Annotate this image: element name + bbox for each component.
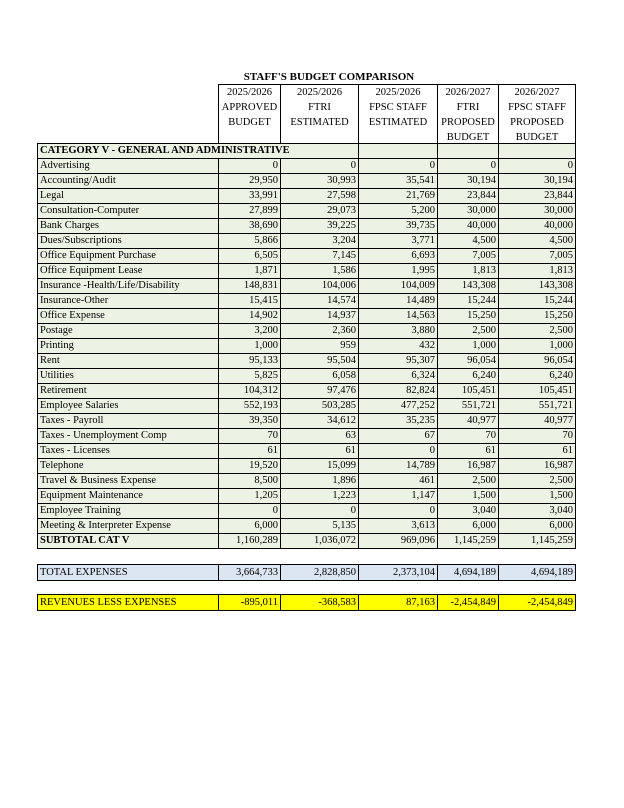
total-value: 3,664,733 xyxy=(219,565,281,581)
table-row-label: Consultation-Computer xyxy=(38,204,219,219)
table-row-value: 95,307 xyxy=(359,354,438,369)
table-row-value: 14,902 xyxy=(219,309,281,324)
table-row-label: Printing xyxy=(38,339,219,354)
table-row-value: 14,489 xyxy=(359,294,438,309)
table-row-value: 5,866 xyxy=(219,234,281,249)
subtotal-row-value: 1,145,259 xyxy=(499,534,576,549)
table-row-value: 15,244 xyxy=(499,294,576,309)
table-row-value: 551,721 xyxy=(499,399,576,414)
table-row-value: 1,586 xyxy=(281,264,359,279)
table-row-value: 95,504 xyxy=(281,354,359,369)
table-row-value: 96,054 xyxy=(499,354,576,369)
table-row-value: 6,693 xyxy=(359,249,438,264)
table-row-value: 27,899 xyxy=(219,204,281,219)
subtotal-row-value: 1,036,072 xyxy=(281,534,359,549)
table-row-value: 1,896 xyxy=(281,474,359,489)
table-row-value: 461 xyxy=(359,474,438,489)
table-row-value: 27,598 xyxy=(281,189,359,204)
table-row-label: Legal xyxy=(38,189,219,204)
table-row-value: 14,574 xyxy=(281,294,359,309)
table-row-label: Office Expense xyxy=(38,309,219,324)
table-row-value: 6,505 xyxy=(219,249,281,264)
table-row xyxy=(38,219,576,234)
table-row xyxy=(38,519,576,534)
table-row xyxy=(38,174,576,189)
header-approved-budget-2025: 2025/2026 APPROVED BUDGET xyxy=(219,85,281,146)
table-row-value: 3,200 xyxy=(219,324,281,339)
table-row-value: 35,541 xyxy=(359,174,438,189)
table-row-value: 432 xyxy=(359,339,438,354)
table-row-value: 67 xyxy=(359,429,438,444)
subtotal-row-value: 1,160,289 xyxy=(219,534,281,549)
table-row-value: 477,252 xyxy=(359,399,438,414)
table-row xyxy=(38,459,576,474)
table-row-value: 148,831 xyxy=(219,279,281,294)
revenue-value: -895,011 xyxy=(219,595,281,611)
revenues-less-expenses-label: REVENUES LESS EXPENSES xyxy=(38,595,219,611)
table-row-value: 0 xyxy=(219,504,281,519)
table-row-value: 16,987 xyxy=(499,459,576,474)
table-row-value: 6,000 xyxy=(499,519,576,534)
table-row-value: 1,871 xyxy=(219,264,281,279)
total-expenses-row xyxy=(38,565,576,581)
table-row-value: 0 xyxy=(281,504,359,519)
table-row-value: 23,844 xyxy=(499,189,576,204)
table-row-label: Travel & Business Expense xyxy=(38,474,219,489)
table-row-label: Taxes - Licenses xyxy=(38,444,219,459)
table-row xyxy=(38,279,576,294)
table-row-value: 3,204 xyxy=(281,234,359,249)
table-row-value: 6,324 xyxy=(359,369,438,384)
table-row-label: Employee Salaries xyxy=(38,399,219,414)
table-row-value: 30,194 xyxy=(438,174,499,189)
table-row xyxy=(38,504,576,519)
subtotal-row xyxy=(38,534,576,549)
header-ftri-estimated-2025: 2025/2026 FTRI ESTIMATED xyxy=(281,85,359,146)
table-row-value: 6,000 xyxy=(438,519,499,534)
table-row-value: 82,824 xyxy=(359,384,438,399)
table-row-value: 1,223 xyxy=(281,489,359,504)
total-value: 2,373,104 xyxy=(359,565,438,581)
table-row-value: 6,240 xyxy=(499,369,576,384)
table-row-value: 0 xyxy=(359,444,438,459)
table-row-value: 143,308 xyxy=(499,279,576,294)
table-row-value: 40,977 xyxy=(499,414,576,429)
table-row-value: 0 xyxy=(499,159,576,174)
table-row xyxy=(38,234,576,249)
subtotal-row-value: 969,096 xyxy=(359,534,438,549)
table-row-value: 3,040 xyxy=(438,504,499,519)
total-expenses-table xyxy=(37,564,576,581)
table-row-label: Dues/Subscriptions xyxy=(38,234,219,249)
table-row-value: 2,500 xyxy=(438,474,499,489)
table-row-value: 39,735 xyxy=(359,219,438,234)
table-row-value: 0 xyxy=(281,159,359,174)
table-row-value: 7,145 xyxy=(281,249,359,264)
table-row-value: 15,250 xyxy=(438,309,499,324)
table-row-value: 0 xyxy=(219,159,281,174)
table-row-value: 6,240 xyxy=(438,369,499,384)
table-row xyxy=(38,489,576,504)
table-row-value: 23,844 xyxy=(438,189,499,204)
table-row-value: 2,500 xyxy=(499,474,576,489)
table-row-label: Meeting & Interpreter Expense xyxy=(38,519,219,534)
table-row xyxy=(38,264,576,279)
revenue-value: -2,454,849 xyxy=(499,595,576,611)
table-row-value: 8,500 xyxy=(219,474,281,489)
table-row-value: 30,993 xyxy=(281,174,359,189)
table-row-value: 7,005 xyxy=(499,249,576,264)
table-row-value: 70 xyxy=(219,429,281,444)
table-row-value: 3,040 xyxy=(499,504,576,519)
table-row-value: 70 xyxy=(438,429,499,444)
table-row-value: 2,500 xyxy=(438,324,499,339)
table-row-value: 1,205 xyxy=(219,489,281,504)
table-row-label: Equipment Maintenance xyxy=(38,489,219,504)
table-row-value: 3,880 xyxy=(359,324,438,339)
table-row-value: 16,987 xyxy=(438,459,499,474)
header-fpsc-staff-estimated-2025: 2025/2026 FPSC STAFF ESTIMATED xyxy=(359,85,438,146)
total-value: 4,694,189 xyxy=(438,565,499,581)
table-row-value: 104,009 xyxy=(359,279,438,294)
table-row xyxy=(38,324,576,339)
revenue-value: 87,163 xyxy=(359,595,438,611)
table-row-label: Retirement xyxy=(38,384,219,399)
table-row-label: Utilities xyxy=(38,369,219,384)
table-row-value: 33,991 xyxy=(219,189,281,204)
table-row-value: 552,193 xyxy=(219,399,281,414)
table-row xyxy=(38,339,576,354)
revenue-value: -368,583 xyxy=(281,595,359,611)
table-row-value: 96,054 xyxy=(438,354,499,369)
table-row xyxy=(38,249,576,264)
subtotal-row-label: SUBTOTAL CAT V xyxy=(38,534,219,549)
table-row-value: 551,721 xyxy=(438,399,499,414)
table-row-value: 1,500 xyxy=(438,489,499,504)
table-row xyxy=(38,159,576,174)
table-row-value: 143,308 xyxy=(438,279,499,294)
table-row-value: 39,350 xyxy=(219,414,281,429)
table-row-value: 104,312 xyxy=(219,384,281,399)
table-row-value: 4,500 xyxy=(499,234,576,249)
table-row-value: 0 xyxy=(359,159,438,174)
table-row-value: 1,000 xyxy=(499,339,576,354)
table-row-value: 40,000 xyxy=(499,219,576,234)
table-row-label: Telephone xyxy=(38,459,219,474)
table-row-label: Taxes - Unemployment Comp xyxy=(38,429,219,444)
table-row xyxy=(38,354,576,369)
table-row-value: 61 xyxy=(438,444,499,459)
table-row-value: 63 xyxy=(281,429,359,444)
table-row-label: Advertising xyxy=(38,159,219,174)
table-row-value: 15,244 xyxy=(438,294,499,309)
total-expenses-label: TOTAL EXPENSES xyxy=(38,565,219,581)
table-row-value: 104,006 xyxy=(281,279,359,294)
table-row-value: 39,225 xyxy=(281,219,359,234)
table-row-label: Bank Charges xyxy=(38,219,219,234)
table-row-value: 5,825 xyxy=(219,369,281,384)
table-row-value: 35,235 xyxy=(359,414,438,429)
table-row xyxy=(38,414,576,429)
total-value: 4,694,189 xyxy=(499,565,576,581)
table-row-value: 2,500 xyxy=(499,324,576,339)
table-row xyxy=(38,204,576,219)
table-row-value: 1,500 xyxy=(499,489,576,504)
table-row-label: Postage xyxy=(38,324,219,339)
table-row-value: 6,058 xyxy=(281,369,359,384)
table-row xyxy=(38,189,576,204)
table-row-value: 7,005 xyxy=(438,249,499,264)
table-row-value: 30,194 xyxy=(499,174,576,189)
table-row-value: 70 xyxy=(499,429,576,444)
table-row-value: 0 xyxy=(359,504,438,519)
table-row-value: 1,000 xyxy=(438,339,499,354)
table-row-value: 1,000 xyxy=(219,339,281,354)
table-row xyxy=(38,429,576,444)
page-title: STAFF'S BUDGET COMPARISON xyxy=(243,71,415,83)
table-row xyxy=(38,399,576,414)
table-row-value: 19,520 xyxy=(219,459,281,474)
table-row-value: 15,415 xyxy=(219,294,281,309)
table-row xyxy=(38,309,576,324)
table-row-label: Insurance -Health/Life/Disability xyxy=(38,279,219,294)
table-row-label: Accounting/Audit xyxy=(38,174,219,189)
table-row-value: 105,451 xyxy=(499,384,576,399)
revenues-less-expenses-row xyxy=(38,595,576,611)
table-row-value: 5,135 xyxy=(281,519,359,534)
table-row-value: 95,133 xyxy=(219,354,281,369)
table-row-value: 14,789 xyxy=(359,459,438,474)
table-row-value: 61 xyxy=(281,444,359,459)
table-row-label: Office Equipment Purchase xyxy=(38,249,219,264)
table-row-value: 40,977 xyxy=(438,414,499,429)
table-row-value: 61 xyxy=(499,444,576,459)
table-row-value: 1,147 xyxy=(359,489,438,504)
table-row-value: 15,250 xyxy=(499,309,576,324)
table-row-value: 0 xyxy=(438,159,499,174)
table-row-value: 6,000 xyxy=(219,519,281,534)
table-row-value: 2,360 xyxy=(281,324,359,339)
table-row xyxy=(38,369,576,384)
revenue-value: -2,454,849 xyxy=(438,595,499,611)
revenues-less-expenses-table xyxy=(37,594,576,611)
table-row-value: 105,451 xyxy=(438,384,499,399)
table-row-value: 1,813 xyxy=(499,264,576,279)
table-row xyxy=(38,384,576,399)
table-row-value: 3,771 xyxy=(359,234,438,249)
table-row-value: 29,950 xyxy=(219,174,281,189)
table-row xyxy=(38,294,576,309)
table-row-value: 5,200 xyxy=(359,204,438,219)
table-row-value: 1,813 xyxy=(438,264,499,279)
table-row-value: 29,073 xyxy=(281,204,359,219)
category-label: CATEGORY V - GENERAL AND ADMINISTRATIVE xyxy=(38,144,359,159)
header-fpsc-staff-proposed-budget-2026: 2026/2027 FPSC STAFF PROPOSED BUDGET xyxy=(499,85,576,146)
table-row-value: 4,500 xyxy=(438,234,499,249)
table-row-value: 14,937 xyxy=(281,309,359,324)
column-headers xyxy=(218,84,576,146)
table-row-value: 1,995 xyxy=(359,264,438,279)
table-row-value: 30,000 xyxy=(499,204,576,219)
table-row-value: 38,690 xyxy=(219,219,281,234)
table-row-value: 34,612 xyxy=(281,414,359,429)
table-row-label: Employee Training xyxy=(38,504,219,519)
budget-table xyxy=(37,143,576,549)
category-row xyxy=(38,144,576,159)
total-value: 2,828,850 xyxy=(281,565,359,581)
subtotal-row-value: 1,145,259 xyxy=(438,534,499,549)
table-row xyxy=(38,474,576,489)
table-row-label: Rent xyxy=(38,354,219,369)
table-row-value: 15,099 xyxy=(281,459,359,474)
table-row-value: 61 xyxy=(219,444,281,459)
table-row-label: Taxes - Payroll xyxy=(38,414,219,429)
table-row-value: 30,000 xyxy=(438,204,499,219)
table-row-value: 21,769 xyxy=(359,189,438,204)
table-row-value: 3,613 xyxy=(359,519,438,534)
table-row-value: 503,285 xyxy=(281,399,359,414)
table-row-value: 40,000 xyxy=(438,219,499,234)
table-row-label: Office Equipment Lease xyxy=(38,264,219,279)
table-row-label: Insurance-Other xyxy=(38,294,219,309)
table-row-value: 959 xyxy=(281,339,359,354)
table-row xyxy=(38,444,576,459)
table-row-value: 97,476 xyxy=(281,384,359,399)
header-ftri-proposed-budget-2026: 2026/2027 FTRI PROPOSED BUDGET xyxy=(438,85,499,146)
table-row-value: 14,563 xyxy=(359,309,438,324)
